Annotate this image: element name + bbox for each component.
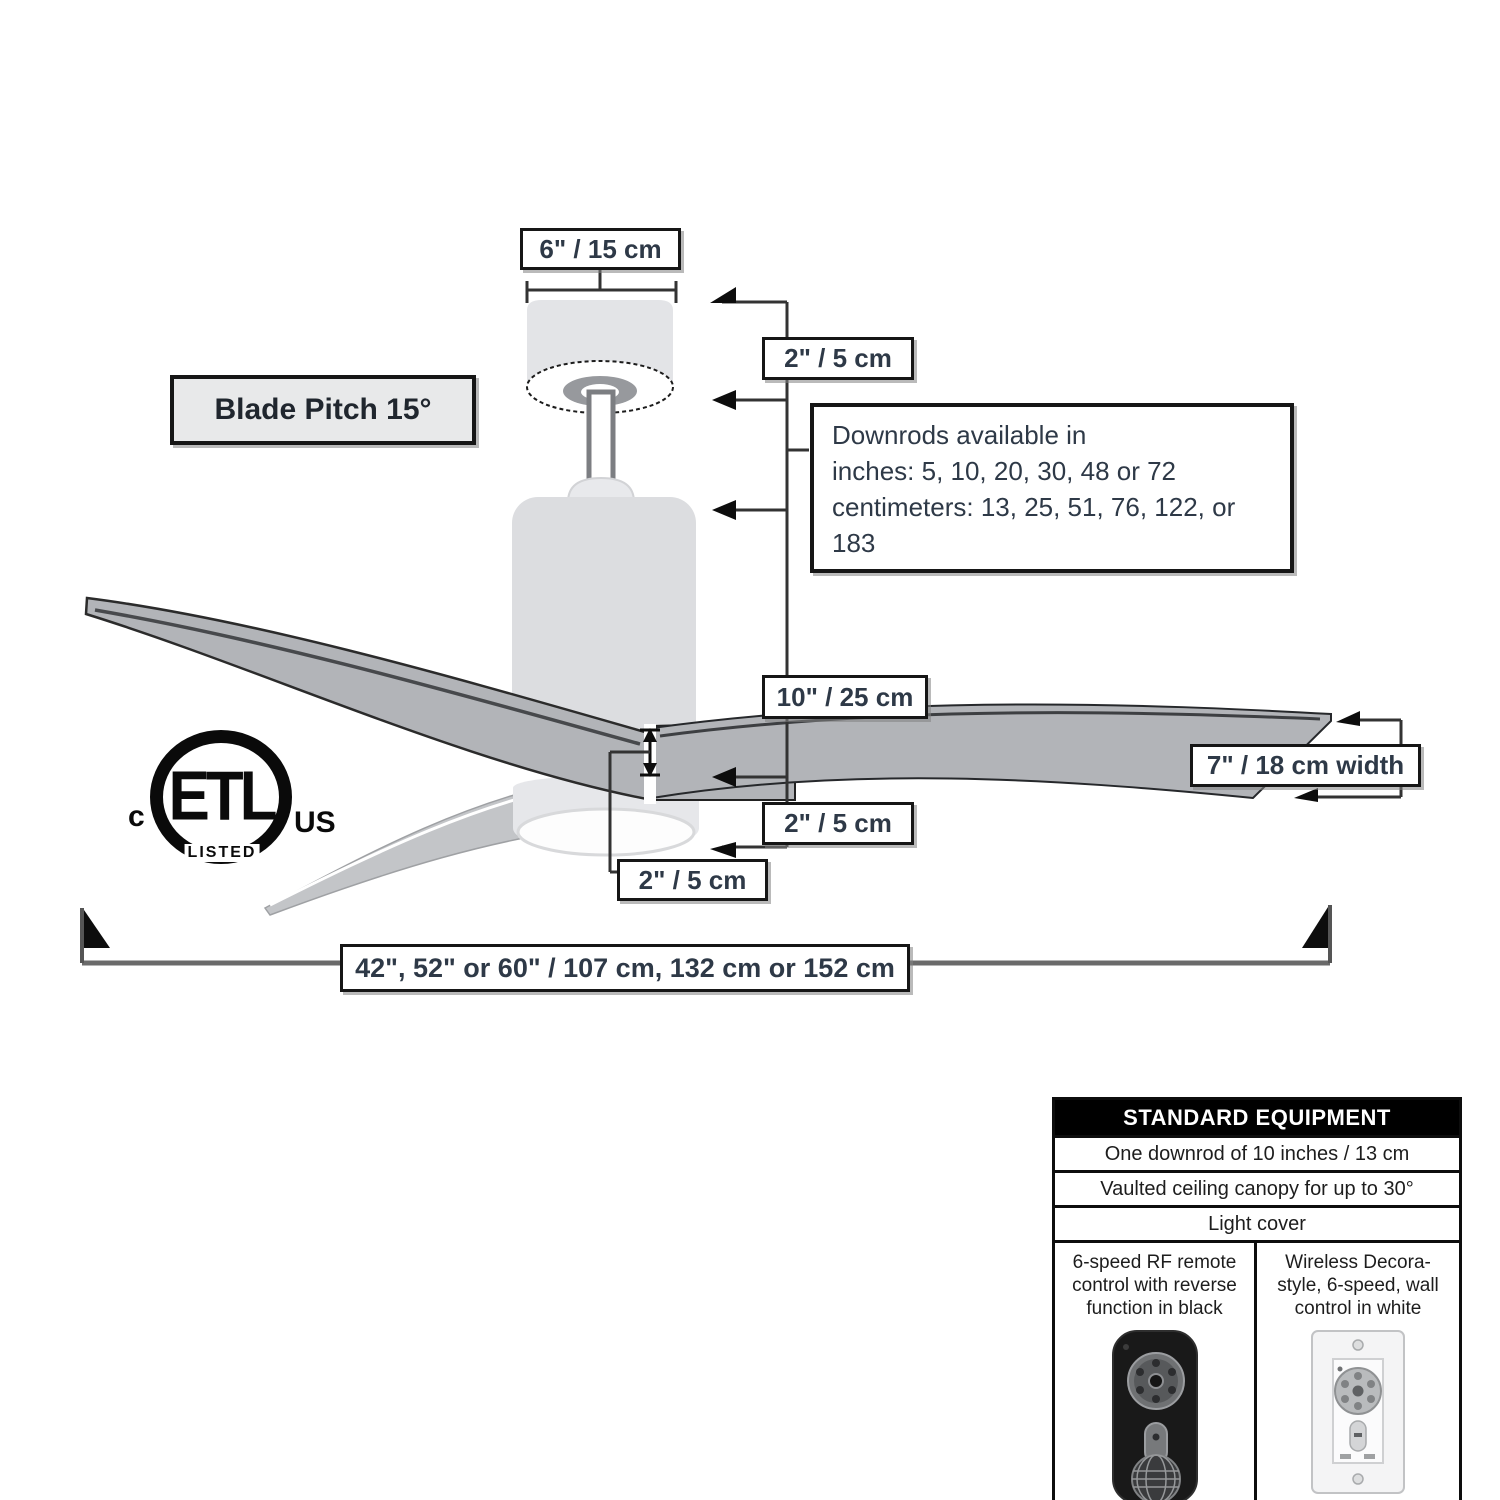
remote-caption: 6-speed RF remote control with reverse function in black — [1072, 1252, 1237, 1319]
equipment-col-wall-control — [1257, 1243, 1459, 1500]
label-canopy-height: 2" / 5 cm — [762, 337, 914, 380]
standard-equipment-table — [1052, 1097, 1462, 1500]
label-blade-pitch: Blade Pitch 15° — [170, 375, 476, 445]
etl-c: c — [128, 800, 145, 833]
downrod-note-line1: Downrods available in — [832, 420, 1087, 450]
label-fan-sweep: 42", 52" or 60" / 107 cm, 132 cm or 152 cm — [340, 944, 910, 992]
wall-control-caption: Wireless Decora-style, 6-speed, wall control in white — [1277, 1252, 1439, 1319]
equipment-col-remote — [1055, 1243, 1257, 1500]
etl-listed-text: LISTED — [185, 844, 260, 862]
etl-listed-mark — [128, 730, 336, 866]
remote-control-image — [1109, 1329, 1201, 1500]
downrod-note-box — [810, 403, 1294, 573]
downrod-note-line2: inches: 5, 10, 20, 30, 48 or 72 — [832, 456, 1177, 486]
label-blade-thickness: 2" / 5 cm — [617, 859, 768, 901]
label-light-height: 2" / 5 cm — [762, 802, 914, 845]
label-canopy-width: 6" / 15 cm — [520, 228, 681, 270]
black-rf-remote-icon — [1109, 1329, 1201, 1500]
white-wall-control-icon — [1309, 1329, 1407, 1497]
equipment-row-light-cover: Light cover — [1055, 1208, 1459, 1243]
downrod-note-line3: centimeters: 13, 25, 51, 76, 122, or 183 — [832, 492, 1236, 558]
label-blade-width: 7" / 18 cm width — [1190, 744, 1421, 787]
equipment-row-downrod: One downrod of 10 inches / 13 cm — [1055, 1138, 1459, 1173]
equipment-table-header: STANDARD EQUIPMENT — [1055, 1100, 1459, 1138]
label-hang-height: 10" / 25 cm — [762, 675, 928, 719]
wall-control-image — [1309, 1329, 1407, 1497]
etl-us: US — [294, 806, 336, 839]
equipment-row-canopy: Vaulted ceiling canopy for up to 30° — [1055, 1173, 1459, 1208]
etl-letters: ETL — [168, 757, 274, 836]
